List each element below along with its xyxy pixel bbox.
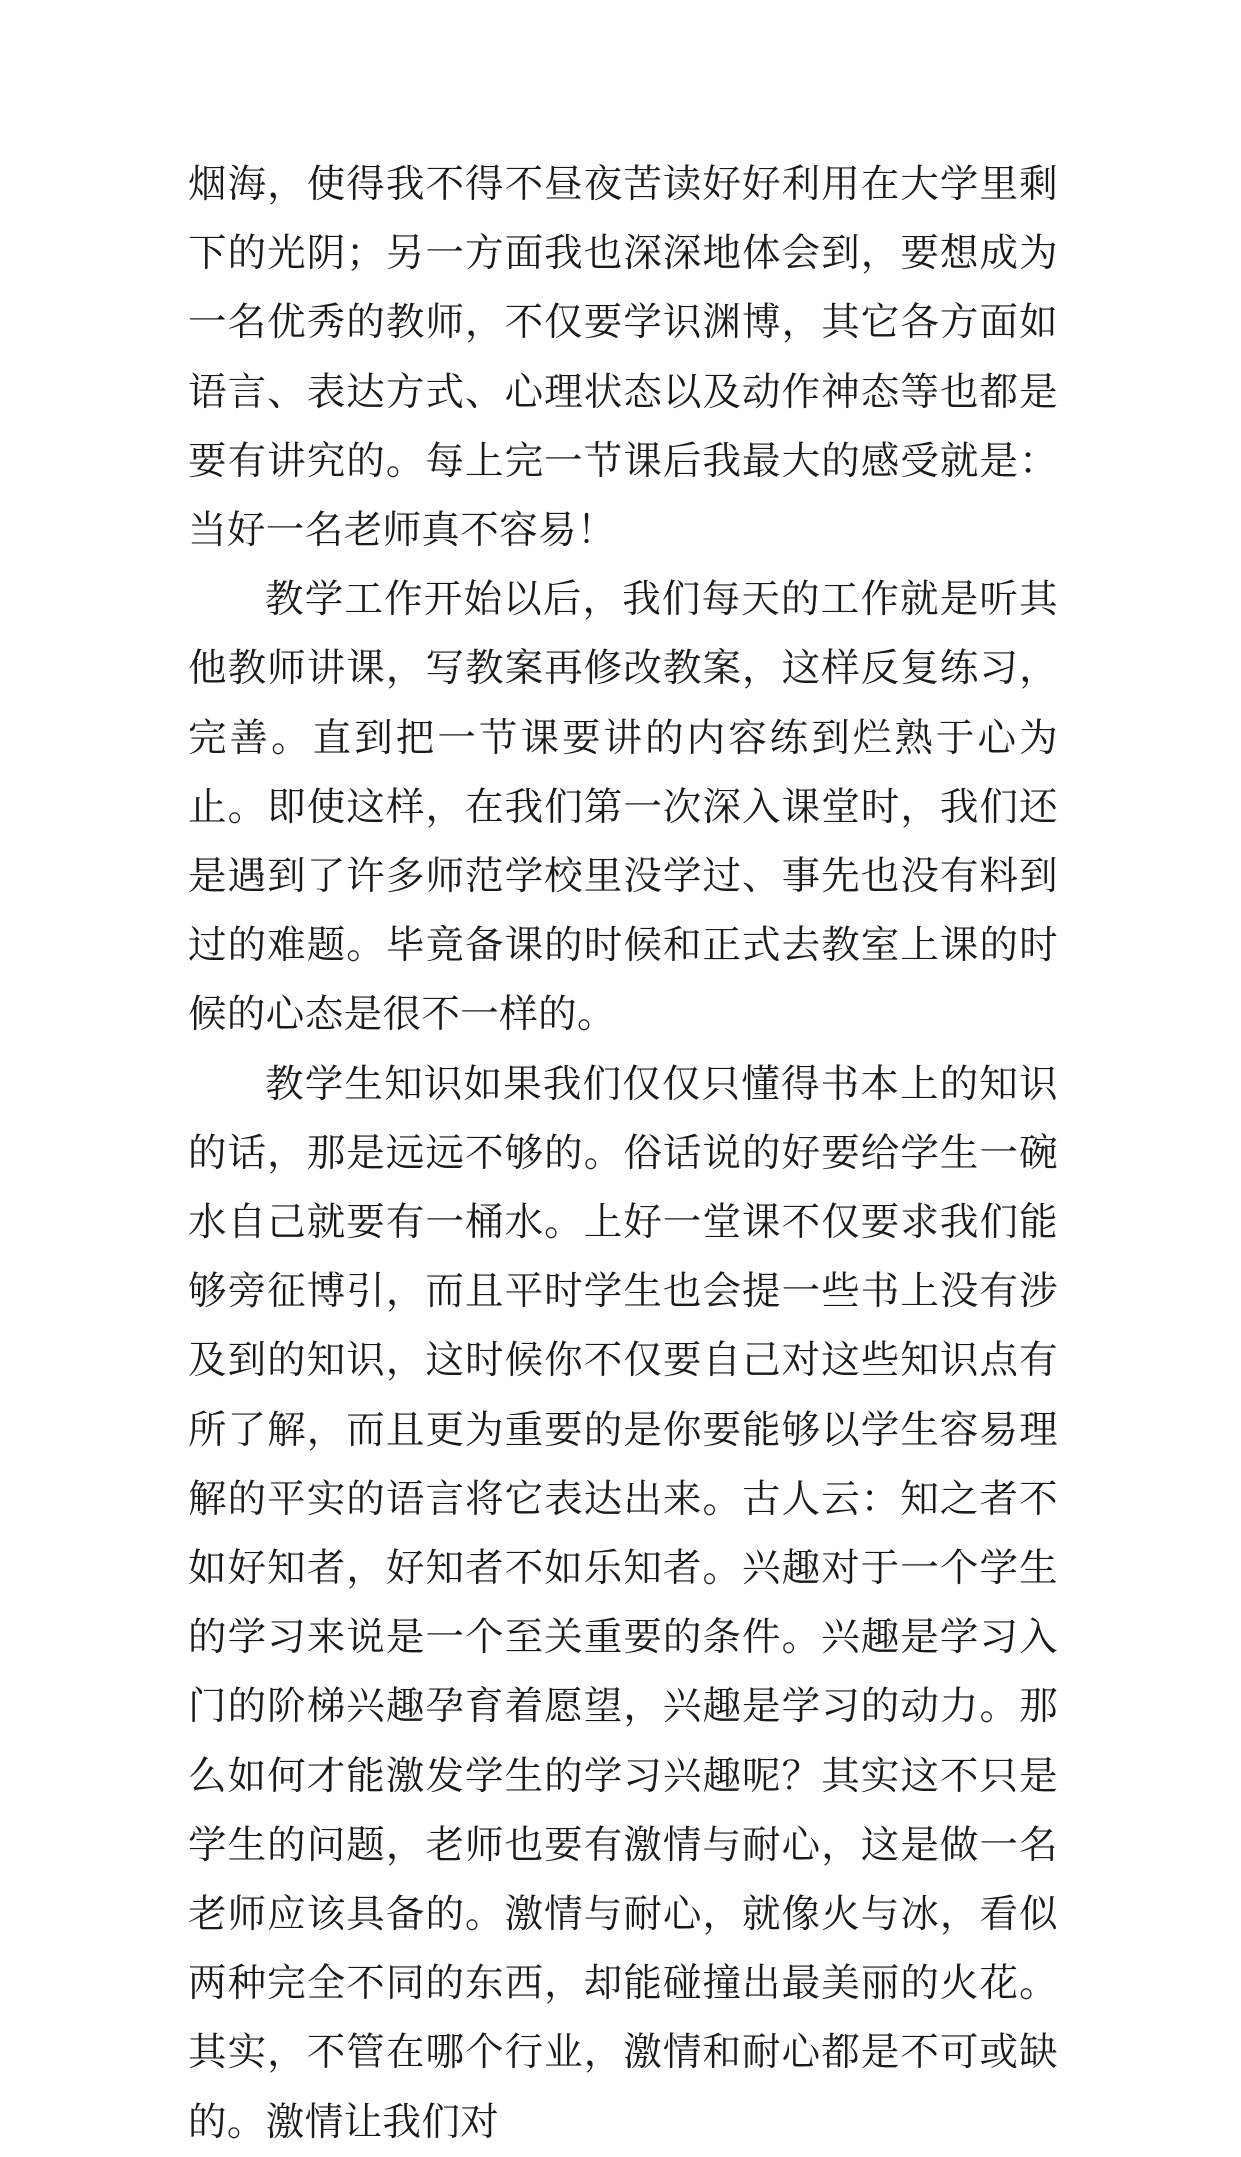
- paragraph-teaching-work: 教学工作开始以后，我们每天的工作就是听其他教师讲课，写教案再修改教案，这样反复练习，完善。直到把一节课要讲的内容练到烂熟于心为止。即使这样，在我们第一次深入课堂时，我们还是遇到了许多师范学校里没学过、事先也没有料到过的难题。毕竟备课的时候和正式去教室上课的时候的心态是很不一样的。: [188, 577, 1058, 1038]
- paragraph-teaching-knowledge: 教学生知识如果我们仅仅只懂得书本上的知识的话，那是远远不够的。俗话说的好要给学生一碗水自己就要有一桶水。上好一堂课不仅要求我们能够旁征博引，而且平时学生也会提一些书上没有涉及到的知识，这时候你不仅要自己对这些知识点有所了解，而且更为重要的是你要能够以学生容易理解的平实的语言将它表达出来。古人云：知之者不如好知者，好知者不如乐知者。兴趣对于一个学生的学习来说是一个至关重要的条件。兴趣是学习入门的阶梯兴趣孕育着愿望，兴趣是学习的动力。那么如何才能激发学生的学习兴趣呢？其实这不只是学生的问题，老师也要有激情与耐心，这是做一名老师应该具备的。激情与耐心，就像火与冰，看似两种完全不同的东西，却能碰撞出最美丽的火花。其实，不管在哪个行业，激情和耐心都是不可或缺的。激情让我们对: [188, 1061, 1058, 2145]
- body-text: [188, 150, 1058, 2157]
- paragraph-continuation: 烟海，使得我不得不昼夜苦读好好利用在大学里剩下的光阴；另一方面我也深深地体会到，要想成为一名优秀的教师，不仅要学识渊博，其它各方面如语言、表达方式、心理状态以及动作神态等也都是要有讲究的。每上完一节课后我最大的感受就是：当好一名老师真不容易！: [188, 162, 1058, 554]
